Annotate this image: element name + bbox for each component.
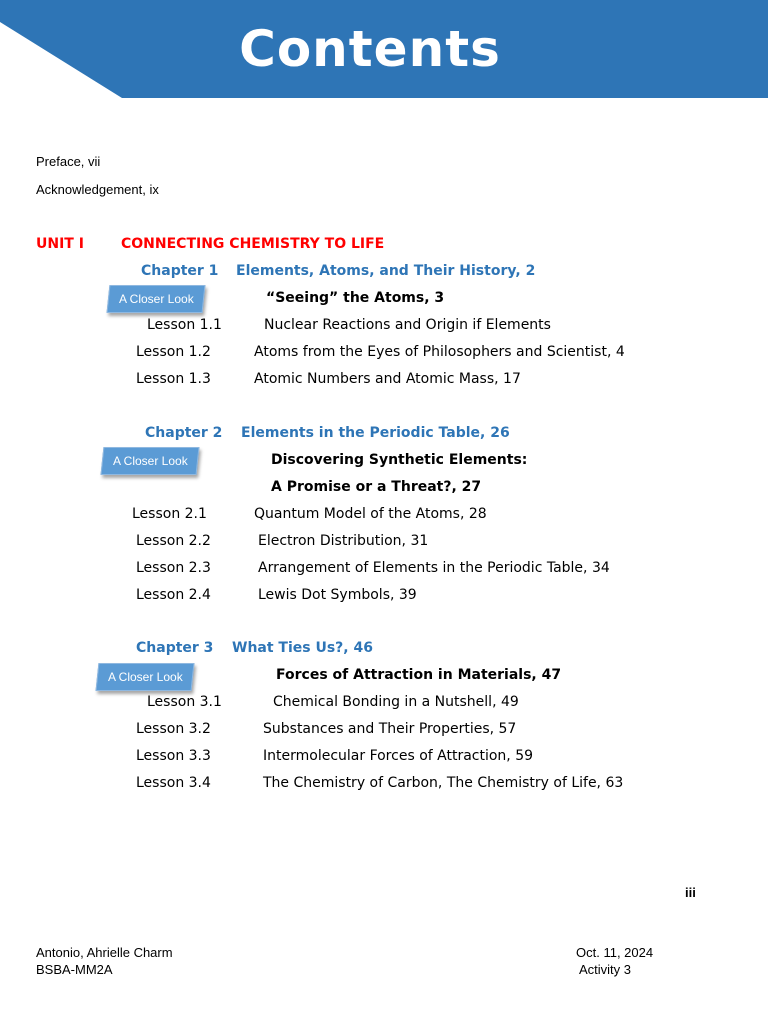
lesson-title: Atoms from the Eyes of Philosophers and Scientist, 4	[254, 344, 625, 360]
unit-label: UNIT I	[36, 236, 84, 252]
lesson-title: Intermolecular Forces of Attraction, 59	[263, 748, 534, 764]
closer-look-badge-label: A Closer Look	[112, 454, 188, 468]
lesson-title: Quantum Model of the Atoms, 28	[254, 506, 487, 522]
lesson-title: Atomic Numbers and Atomic Mass, 17	[254, 371, 521, 387]
lesson-number: Lesson 2.3	[136, 560, 211, 576]
acknowledgement-entry: Acknowledgement, ix	[36, 182, 159, 197]
footer-activity: Activity 3	[579, 962, 632, 977]
lesson-title: Lewis Dot Symbols, 39	[258, 587, 417, 603]
chapter-3-label: Chapter 3	[136, 640, 214, 656]
unit-title: CONNECTING CHEMISTRY TO LIFE	[121, 236, 385, 252]
footer-name: Antonio, Ahrielle Charm	[36, 945, 173, 960]
lesson-number: Lesson 2.1	[132, 506, 207, 522]
lesson-title: The Chemistry of Carbon, The Chemistry of Life, 63	[263, 775, 624, 791]
footer-section: BSBA-MM2A	[36, 962, 113, 977]
lesson-number: Lesson 1.2	[136, 344, 211, 360]
chapter-2-label: Chapter 2	[145, 425, 223, 441]
lesson-title: Substances and Their Properties, 57	[263, 721, 517, 737]
chapter-3-closer-look-title: Forces of Attraction in Materials, 47	[276, 667, 562, 683]
closer-look-badge	[101, 447, 200, 475]
page-title: Contents	[239, 20, 501, 78]
closer-look-badge	[96, 663, 195, 691]
footer-date: Oct. 11, 2024	[576, 945, 654, 960]
lesson-number: Lesson 1.1	[147, 317, 222, 333]
lesson-number: Lesson 3.2	[136, 721, 211, 737]
lesson-title: Arrangement of Elements in the Periodic Table, 34	[258, 560, 610, 576]
lesson-number: Lesson 2.2	[136, 533, 211, 549]
lesson-number: Lesson 3.4	[136, 775, 211, 791]
chapter-2-closer-look-subtitle: A Promise or a Threat?, 27	[271, 479, 482, 495]
preface-entry: Preface, vii	[36, 154, 101, 169]
lesson-number: Lesson 2.4	[136, 587, 211, 603]
chapter-2-closer-look-title: Discovering Synthetic Elements:	[271, 452, 528, 468]
closer-look-badge-label: A Closer Look	[107, 670, 183, 684]
lesson-number: Lesson 3.1	[147, 694, 222, 710]
closer-look-badge	[107, 285, 206, 313]
lesson-number: Lesson 1.3	[136, 371, 211, 387]
lesson-title: Electron Distribution, 31	[258, 533, 429, 549]
closer-look-badge-label: A Closer Look	[118, 292, 194, 306]
lesson-title: Nuclear Reactions and Origin if Elements	[264, 317, 551, 333]
lesson-number: Lesson 3.3	[136, 748, 211, 764]
chapter-1-title: Elements, Atoms, and Their History, 2	[236, 263, 536, 279]
lesson-title: Chemical Bonding in a Nutshell, 49	[273, 694, 519, 710]
chapter-2-title: Elements in the Periodic Table, 26	[241, 425, 510, 441]
chapter-3-title: What Ties Us?, 46	[232, 640, 373, 656]
chapter-1-label: Chapter 1	[141, 263, 219, 279]
page-number: iii	[685, 885, 696, 900]
chapter-1-closer-look-title: “Seeing” the Atoms, 3	[266, 290, 445, 306]
